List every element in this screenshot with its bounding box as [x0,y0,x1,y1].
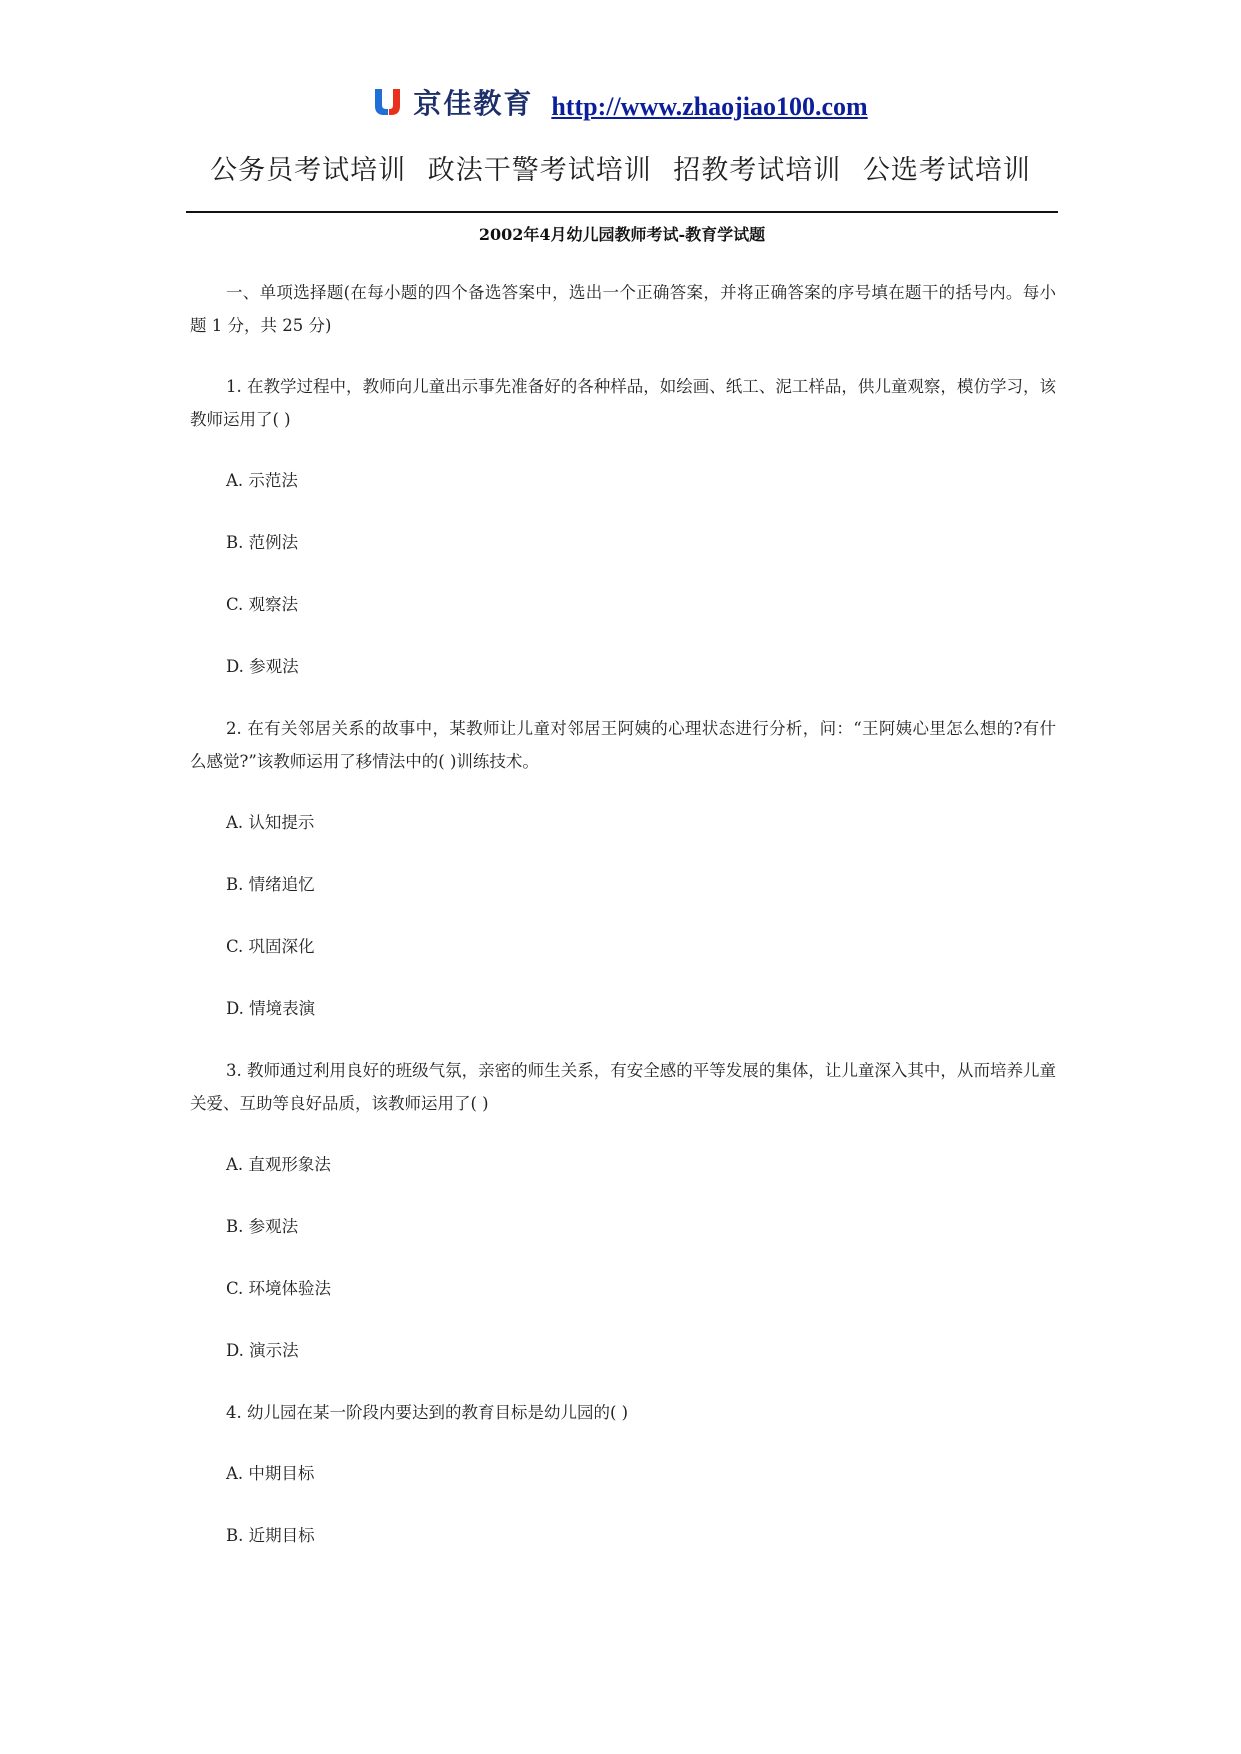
brand-row [0,80,1241,124]
header-divider [186,211,1058,213]
logo-text: 京佳教育 [413,87,534,120]
site-url-link[interactable]: http://www.zhaojiao100.com [551,92,868,121]
document-body [190,276,1056,1581]
training-item: 公务员考试培训 [210,155,407,186]
answer-option: D. 参观法 [226,657,299,676]
logo-mark-icon [373,87,409,117]
training-item: 公选考试培训 [862,155,1031,186]
answer-option: D. 演示法 [226,1341,299,1360]
question-stem: 3. 教师通过利用良好的班级气氛，亲密的师生关系，有安全感的平等发展的集体，让儿童深入其中，从而培养儿童关爱、互助等良好品质，该教师运用了( ) [190,1061,1056,1113]
answer-option: A. 直观形象法 [226,1155,331,1174]
answer-option: D. 情境表演 [226,999,316,1018]
training-list [0,148,1241,187]
section-intro: 一、单项选择题(在每小题的四个备选答案中，选出一个正确答案，并将正确答案的序号填在题干的括号内。每小题 1 分，共 25 分) [190,283,1056,335]
document-title: 2002年4月幼儿园教师考试-教育学试题 [478,225,766,244]
answer-option: B. 范例法 [226,533,299,552]
question-stem: 1. 在教学过程中，教师向儿童出示事先准备好的各种样品，如绘画、纸工、泥工样品，供儿童观察，模仿学习，该教师运用了( ) [190,377,1056,429]
training-item: 政法干警考试培训 [427,155,652,186]
question-stem: 2. 在有关邻居关系的故事中，某教师让儿童对邻居王阿姨的心理状态进行分析，问：“王阿姨心里怎么想的?有什么感觉?”该教师运用了移情法中的( )训练技术。 [190,719,1056,771]
answer-option: B. 近期目标 [226,1526,315,1545]
answer-option: C. 观察法 [226,595,299,614]
answer-option: A. 认知提示 [226,813,315,832]
answer-option: B. 参观法 [226,1217,299,1236]
answer-option: C. 环境体验法 [226,1279,332,1298]
training-item: 招教考试培训 [673,155,842,186]
answer-option: C. 巩固深化 [226,937,315,956]
logo [373,82,533,122]
answer-option: A. 中期目标 [226,1464,315,1483]
answer-option: B. 情绪追忆 [226,875,315,894]
page-header [0,80,1241,124]
question-stem: 4. 幼儿园在某一阶段内要达到的教育目标是幼儿园的( ) [226,1403,629,1422]
answer-option: A. 示范法 [226,471,298,490]
